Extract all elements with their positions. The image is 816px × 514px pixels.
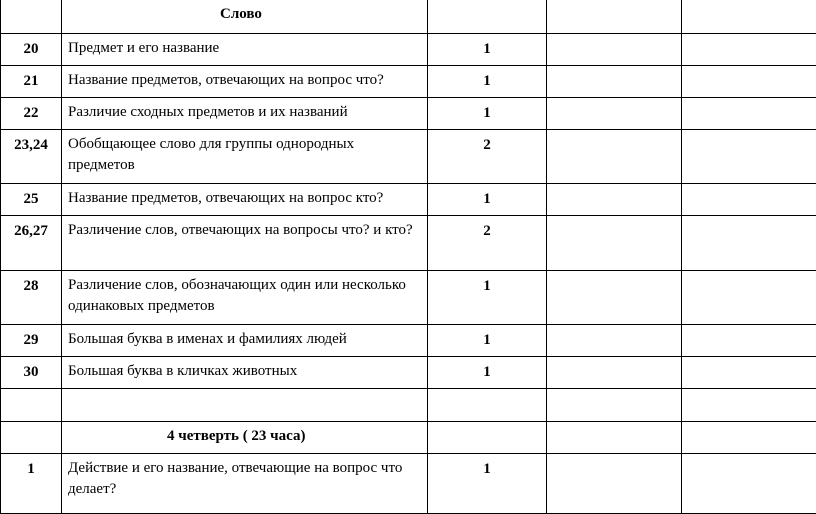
notes-cell (682, 422, 816, 454)
number-cell (1, 0, 62, 34)
date-cell (547, 130, 682, 184)
date-cell (547, 357, 682, 389)
lesson-topic: Большая буква в кличках животных (62, 357, 428, 389)
hours-cell (428, 389, 547, 422)
lesson-topic: Различение слов, отвечающих на вопросы что? и кто? (62, 216, 428, 271)
table-row (1, 130, 816, 184)
lesson-topic: Действие и его название, отвечающие на вопрос что делает? (62, 454, 428, 514)
notes-cell (682, 98, 816, 130)
lesson-number: 22 (1, 98, 62, 130)
lesson-topic: Название предметов, отвечающих на вопрос кто? (62, 184, 428, 216)
table-row (1, 216, 816, 271)
hours-cell (428, 0, 547, 34)
notes-cell (682, 271, 816, 325)
lesson-hours: 1 (428, 184, 547, 216)
lesson-hours: 1 (428, 34, 547, 66)
table-row (1, 271, 816, 325)
notes-cell (682, 130, 816, 184)
lesson-number: 26,27 (1, 216, 62, 271)
topic-cell (62, 389, 428, 422)
date-cell (547, 325, 682, 357)
lesson-number: 20 (1, 34, 62, 66)
notes-cell (682, 325, 816, 357)
date-cell (547, 271, 682, 325)
section-heading: Слово (62, 0, 428, 34)
lesson-number: 25 (1, 184, 62, 216)
date-cell (547, 184, 682, 216)
table-row (1, 184, 816, 216)
date-cell (547, 0, 682, 34)
lesson-number: 1 (1, 454, 62, 514)
notes-cell (682, 66, 816, 98)
lesson-hours: 1 (428, 357, 547, 389)
table-row (1, 0, 816, 34)
lesson-topic: Предмет и его название (62, 34, 428, 66)
notes-cell (682, 389, 816, 422)
lesson-hours: 1 (428, 454, 547, 514)
date-cell (547, 34, 682, 66)
table-row (1, 325, 816, 357)
notes-cell (682, 34, 816, 66)
lesson-hours: 1 (428, 66, 547, 98)
number-cell (1, 389, 62, 422)
date-cell (547, 66, 682, 98)
lesson-hours: 1 (428, 325, 547, 357)
notes-cell (682, 0, 816, 34)
notes-cell (682, 357, 816, 389)
date-cell (547, 422, 682, 454)
table-row (1, 66, 816, 98)
lesson-number: 29 (1, 325, 62, 357)
date-cell (547, 389, 682, 422)
table-row (1, 98, 816, 130)
date-cell (547, 216, 682, 271)
table-row (1, 422, 816, 454)
lesson-topic: Большая буква в именах и фамилиях людей (62, 325, 428, 357)
lesson-hours: 1 (428, 271, 547, 325)
lesson-number: 23,24 (1, 130, 62, 184)
hours-cell (428, 422, 547, 454)
lesson-hours: 1 (428, 98, 547, 130)
notes-cell (682, 184, 816, 216)
table-row (1, 357, 816, 389)
quarter-heading: 4 четверть ( 23 часа) (62, 422, 428, 454)
lesson-topic: Название предметов, отвечающих на вопрос что? (62, 66, 428, 98)
lesson-number: 30 (1, 357, 62, 389)
lesson-topic: Различие сходных предметов и их названий (62, 98, 428, 130)
table-row (1, 34, 816, 66)
lesson-number: 21 (1, 66, 62, 98)
lesson-number: 28 (1, 271, 62, 325)
table-row (1, 389, 816, 422)
lesson-hours: 2 (428, 130, 547, 184)
date-cell (547, 98, 682, 130)
lesson-topic: Различение слов, обозначающих один или несколько одинаковых предметов (62, 271, 428, 325)
lesson-topic: Обобщающее слово для группы однородных предметов (62, 130, 428, 184)
notes-cell (682, 216, 816, 271)
number-cell (1, 422, 62, 454)
lesson-hours: 2 (428, 216, 547, 271)
